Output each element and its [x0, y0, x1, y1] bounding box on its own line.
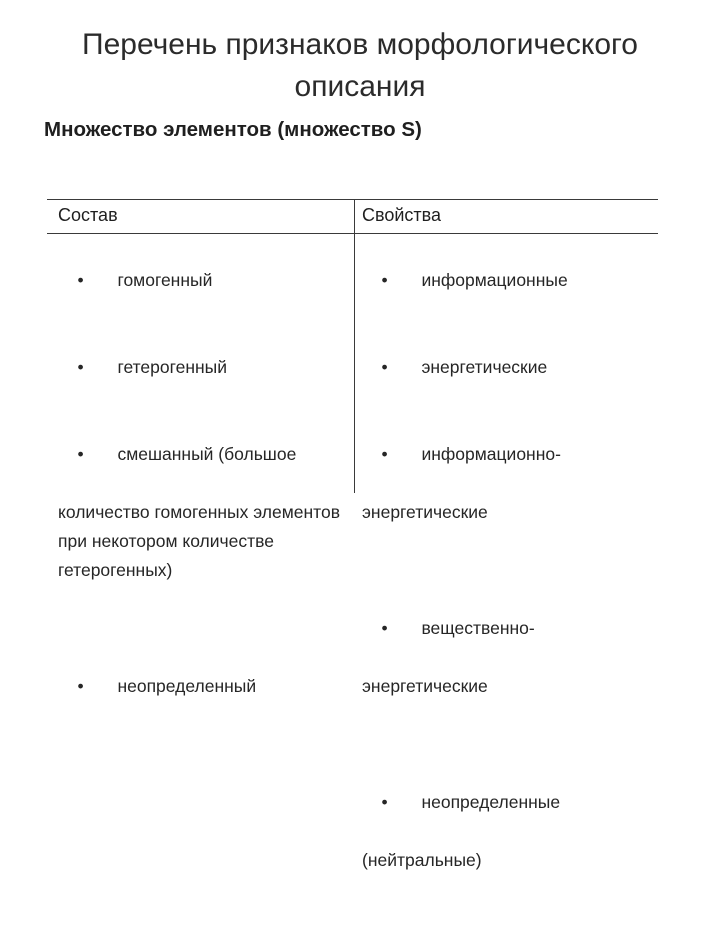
table-header-divider — [47, 233, 658, 234]
list-item-text: энергетические — [421, 357, 548, 377]
table-column-divider — [354, 199, 355, 493]
list-item — [362, 237, 662, 324]
list-item-text: вещественно- — [421, 618, 535, 638]
properties-list — [362, 237, 662, 933]
slide-title — [0, 24, 720, 108]
bullet-icon: • — [381, 792, 388, 812]
list-item-continuation: количество гомогенных элементов при некотором количестве гетерогенных) — [58, 502, 345, 580]
slide-subtitle: Множество элементов (множество S) — [44, 118, 422, 141]
list-item — [362, 585, 662, 759]
list-item-text: гомогенный — [117, 270, 213, 290]
list-item-text: смешанный (большое — [117, 444, 297, 464]
list-item-text: информационно- — [421, 444, 561, 464]
list-item-continuation: энергетические — [362, 502, 488, 522]
bullet-icon: • — [381, 357, 388, 377]
column-header-properties: Свойства — [362, 205, 442, 225]
slide-title-line1: Перечень признаков морфологического — [82, 28, 638, 61]
list-item-continuation: (нейтральные) — [362, 850, 482, 870]
list-item — [362, 411, 662, 585]
bullet-icon: • — [77, 270, 84, 290]
composition-list — [58, 237, 348, 730]
list-item — [58, 411, 348, 643]
list-item — [362, 759, 662, 933]
bullet-icon: • — [381, 270, 388, 290]
bullet-icon: • — [381, 444, 388, 464]
list-item-text: информационные — [421, 270, 568, 290]
bullet-icon: • — [77, 676, 84, 696]
list-item-text: гетерогенный — [117, 357, 228, 377]
list-item — [362, 324, 662, 411]
table-top-border — [47, 199, 658, 200]
slide-title-line2: описания — [294, 70, 426, 103]
bullet-icon: • — [381, 618, 388, 638]
list-item — [58, 643, 348, 730]
list-item-text: неопределенные — [421, 792, 561, 812]
list-item — [58, 237, 348, 324]
bullet-icon: • — [77, 357, 84, 377]
list-item-text: неопределенный — [117, 676, 257, 696]
bullet-icon: • — [77, 444, 84, 464]
column-header-composition: Состав — [58, 205, 118, 225]
list-item — [58, 324, 348, 411]
list-item-continuation: энергетические — [362, 676, 488, 696]
